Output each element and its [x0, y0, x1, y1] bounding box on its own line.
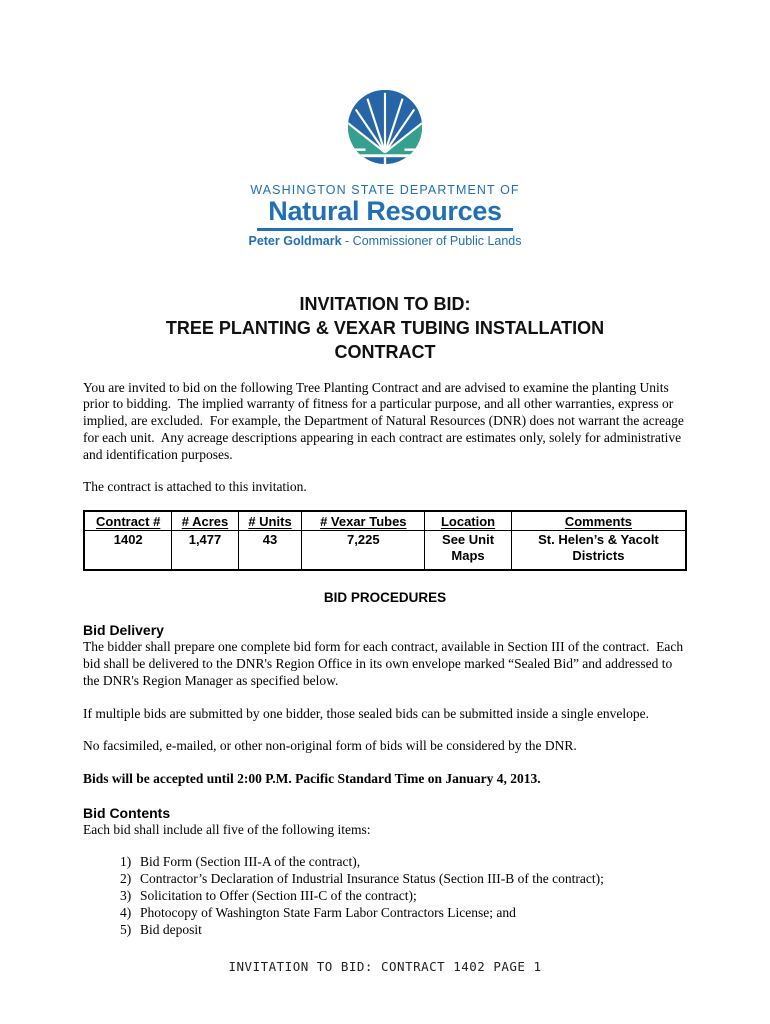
commissioner-title: - Commissioner of Public Lands — [341, 233, 522, 248]
title-line-1: INVITATION TO BID: — [299, 293, 471, 314]
col-header-comments: Comments — [511, 511, 686, 530]
intro-paragraph: You are invited to bid on the following Tree Planting Contract and are advised to examine the planting Units prior to bidding. The implied warranty of fitness for a particular purpose, and all other warranties, express or implied, are excluded. For example, the Department of Natural Resources (DNR) does not warrant the acreage for each unit. Any acreage descriptions appearing in each contract are estimates only, solely for administrative and identification purposes. — [83, 379, 688, 462]
agency-wordmark — [83, 183, 687, 248]
list-item-number: 3) — [120, 887, 132, 903]
commissioner-line — [83, 234, 687, 248]
list-item — [120, 921, 687, 938]
cell-acres: 1,477 — [172, 530, 238, 570]
commissioner-name: Peter Goldmark — [248, 233, 342, 248]
document-title — [83, 292, 687, 364]
no-facsimile-paragraph: No facsimiled, e-mailed, or other non-original form of bids will be considered by the DNR. — [83, 738, 577, 754]
bid-delivery-paragraph: The bidder shall prepare one complete bid form for each contract, available in Section III of the contract. Each bid shall be delivered to the DNR's Region Office in its own envelope marked “Sealed Bid” and addressed to the DNR's Region Manager as specified below. — [83, 639, 687, 688]
list-item-text: Solicitation to Offer (Section III-C of the contract); — [140, 887, 417, 903]
col-header-acres: # Acres — [172, 511, 238, 530]
bid-contents-intro: Each bid shall include all five of the following items: — [83, 822, 371, 838]
bid-contents-heading: Bid Contents — [83, 805, 171, 822]
list-item-text: Bid deposit — [140, 921, 202, 937]
multiple-bids-paragraph: If multiple bids are submitted by one bidder, those sealed bids can be submitted inside a single envelope. — [83, 705, 649, 721]
bid-deadline-statement: Bids will be accepted until 2:00 P.M. Pacific Standard Time on January 4, 2013. — [83, 771, 541, 787]
title-line-3: CONTRACT — [334, 341, 436, 362]
cell-vexar-tubes: 7,225 — [302, 530, 425, 570]
table-header-row — [84, 511, 686, 530]
col-header-vexar-tubes: # Vexar Tubes — [302, 511, 425, 530]
list-item — [120, 887, 687, 904]
list-item — [120, 904, 687, 921]
wordmark-divider — [257, 228, 513, 231]
bid-procedures-heading: BID PROCEDURES — [323, 590, 447, 606]
contract-table — [83, 510, 687, 571]
col-header-contract: Contract # — [84, 511, 172, 530]
cell-comments: St. Helen’s & Yacolt Districts — [511, 530, 686, 570]
dnr-tree-icon — [346, 88, 424, 166]
contract-table-wrap — [83, 510, 687, 571]
list-item-text: Bid Form (Section III-A of the contract), — [140, 853, 361, 869]
table-row — [84, 530, 686, 570]
agency-logo — [83, 88, 687, 248]
title-line-2: TREE PLANTING & VEXAR TUBING INSTALLATION — [165, 317, 605, 338]
bid-delivery-heading: Bid Delivery — [83, 622, 164, 639]
list-item-number: 1) — [120, 853, 132, 869]
agency-dept-line: WASHINGTON STATE DEPARTMENT OF — [250, 183, 520, 197]
cell-location: See Unit Maps — [425, 530, 512, 570]
cell-units: 43 — [238, 530, 302, 570]
bid-items-list — [83, 853, 687, 938]
list-item-text: Photocopy of Washington State Farm Labor Contractors License; and — [140, 904, 516, 920]
list-item-number: 5) — [120, 921, 132, 937]
list-item-number: 4) — [120, 904, 132, 920]
contract-attached-note: The contract is attached to this invitation. — [83, 479, 307, 495]
page-footer: INVITATION TO BID: CONTRACT 1402 PAGE 1 — [228, 959, 542, 974]
col-header-location: Location — [425, 511, 512, 530]
list-item — [120, 870, 687, 887]
list-item — [120, 853, 687, 870]
col-header-units: # Units — [238, 511, 302, 530]
cell-contract-number: 1402 — [84, 530, 172, 570]
list-item-number: 2) — [120, 870, 132, 886]
list-item-text: Contractor’s Declaration of Industrial Insurance Status (Section III-B of the contract); — [140, 870, 604, 886]
agency-name: Natural Resources — [268, 196, 502, 226]
